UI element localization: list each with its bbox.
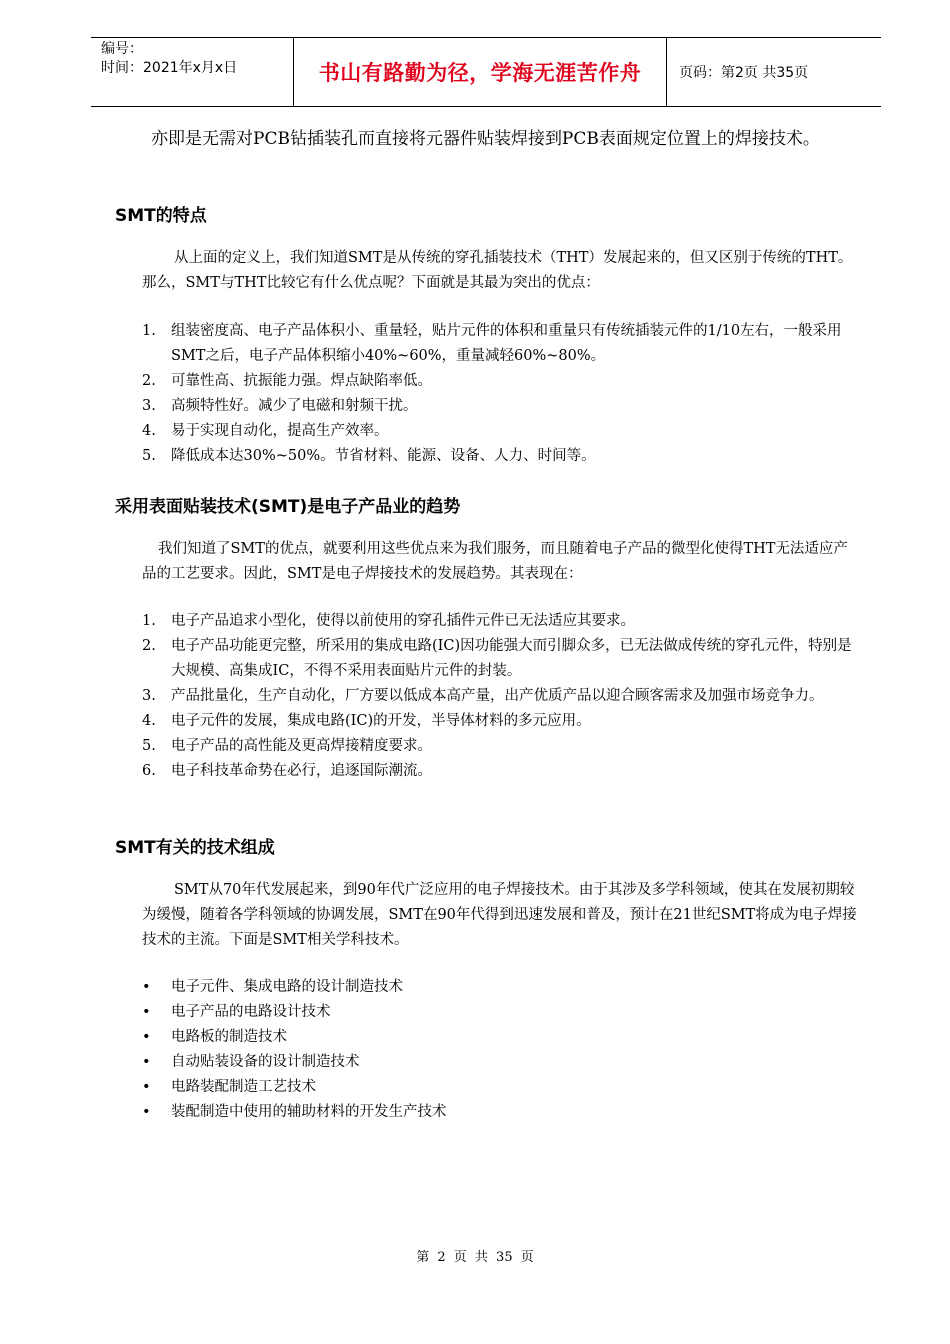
list-item: 2. 可靠性高、抗振能力强。焊点缺陷率低。 xyxy=(142,373,432,389)
section-heading-smt-features: SMT的特点 xyxy=(115,206,207,226)
list-item: 1. 电子产品追求小型化，使得以前使用的穿孔插件元件已无法适应其要求。 xyxy=(142,613,635,629)
list-item: 1. 组装密度高、电子产品体积小、重量轻，贴片元件的体积和重量只有传统插装元件的1/10左右，一般采用SMT之后，电子产品体积缩小40%~60%，重量减轻60%~80%。 xyxy=(142,323,842,364)
bullet-icon: • xyxy=(142,1029,151,1045)
header-meta xyxy=(91,38,293,106)
list-item: • 电路板的制造技术 xyxy=(142,1025,860,1050)
list-item: 3. 高频特性好。减少了电磁和射频干扰。 xyxy=(142,398,418,414)
list-item: • 电路装配制造工艺技术 xyxy=(142,1075,860,1100)
bullet-icon: • xyxy=(142,1079,151,1095)
header-page-label: 页码：第2页 共35页 xyxy=(679,65,809,81)
bullet-icon: • xyxy=(142,1004,151,1020)
list-item: 5. 电子产品的高性能及更高焊接精度要求。 xyxy=(142,738,432,754)
section3-bullet-list xyxy=(142,975,860,1125)
list-item: 6. 电子科技革命势在必行，追逐国际潮流。 xyxy=(142,763,432,779)
list-item: 2. 电子产品功能更完整，所采用的集成电路(IC)因功能强大而引脚众多，已无法做成传统的穿孔元件，特别是大规模、高集成IC，不得不采用表面贴片元件的封装。 xyxy=(142,638,852,679)
list-item: • 电子元件、集成电路的设计制造技术 xyxy=(142,975,860,1000)
list-item: • 自动贴装设备的设计制造技术 xyxy=(142,1050,860,1075)
bullet-icon: • xyxy=(142,1104,151,1120)
list-item: 4. 电子元件的发展，集成电路(IC)的开发，半导体材料的多元应用。 xyxy=(142,713,591,729)
header-motto: 书山有路勤为径，学海无涯苦作舟 xyxy=(293,38,667,106)
list-item: • 装配制造中使用的辅助材料的开发生产技术 xyxy=(142,1100,860,1125)
page-footer: 第 2 页 共 35 页 xyxy=(416,1250,534,1265)
page-header xyxy=(91,37,881,107)
document-time-label: 时间：2021年x月x日 xyxy=(101,60,238,76)
section2-list xyxy=(142,609,860,784)
list-item: 3. 产品批量化，生产自动化，厂方要以低成本高产量，出产优质产品以迎合顾客需求及加强市场竞争力。 xyxy=(142,688,824,704)
section-heading-smt-technologies: SMT有关的技术组成 xyxy=(115,838,275,858)
bullet-icon: • xyxy=(142,979,151,995)
section2-paragraph: 我们知道了SMT的优点，就要利用这些优点来为我们服务，而且随着电子产品的微型化使得THT无法适应产品的工艺要求。因此，SMT是电子焊接技术的发展趋势。其表现在： xyxy=(142,541,848,582)
list-item: 4. 易于实现自动化，提高生产效率。 xyxy=(142,423,389,439)
document-number-label: 编号： xyxy=(101,41,143,57)
section3-paragraph: SMT从70年代发展起来，到90年代广泛应用的电子焊接技术。由于其涉及多学科领域，使其在发展初期较为缓慢，随着各学科领域的协调发展，SMT在90年代得到迅速发展和普及，预计在21世纪SMT将成为电子焊接技术的主流。下面是SMT相关学科技术。 xyxy=(142,882,857,948)
intro-paragraph: 亦即是无需对PCB钻插装孔而直接将元器件贴装焊接到PCB表面规定位置上的焊接技术。 xyxy=(151,129,820,149)
list-item: • 电子产品的电路设计技术 xyxy=(142,1000,860,1025)
section1-paragraph: 从上面的定义上，我们知道SMT是从传统的穿孔插装技术（THT）发展起来的，但又区别于传统的THT。那么，SMT与THT比较它有什么优点呢？下面就是其最为突出的优点： xyxy=(142,250,853,291)
section-heading-smt-trend: 采用表面贴装技术(SMT)是电子产品业的趋势 xyxy=(115,497,461,517)
section1-list xyxy=(142,319,860,469)
list-item: 5. 降低成本达30%~50%。节省材料、能源、设备、人力、时间等。 xyxy=(142,448,596,464)
bullet-icon: • xyxy=(142,1054,151,1070)
